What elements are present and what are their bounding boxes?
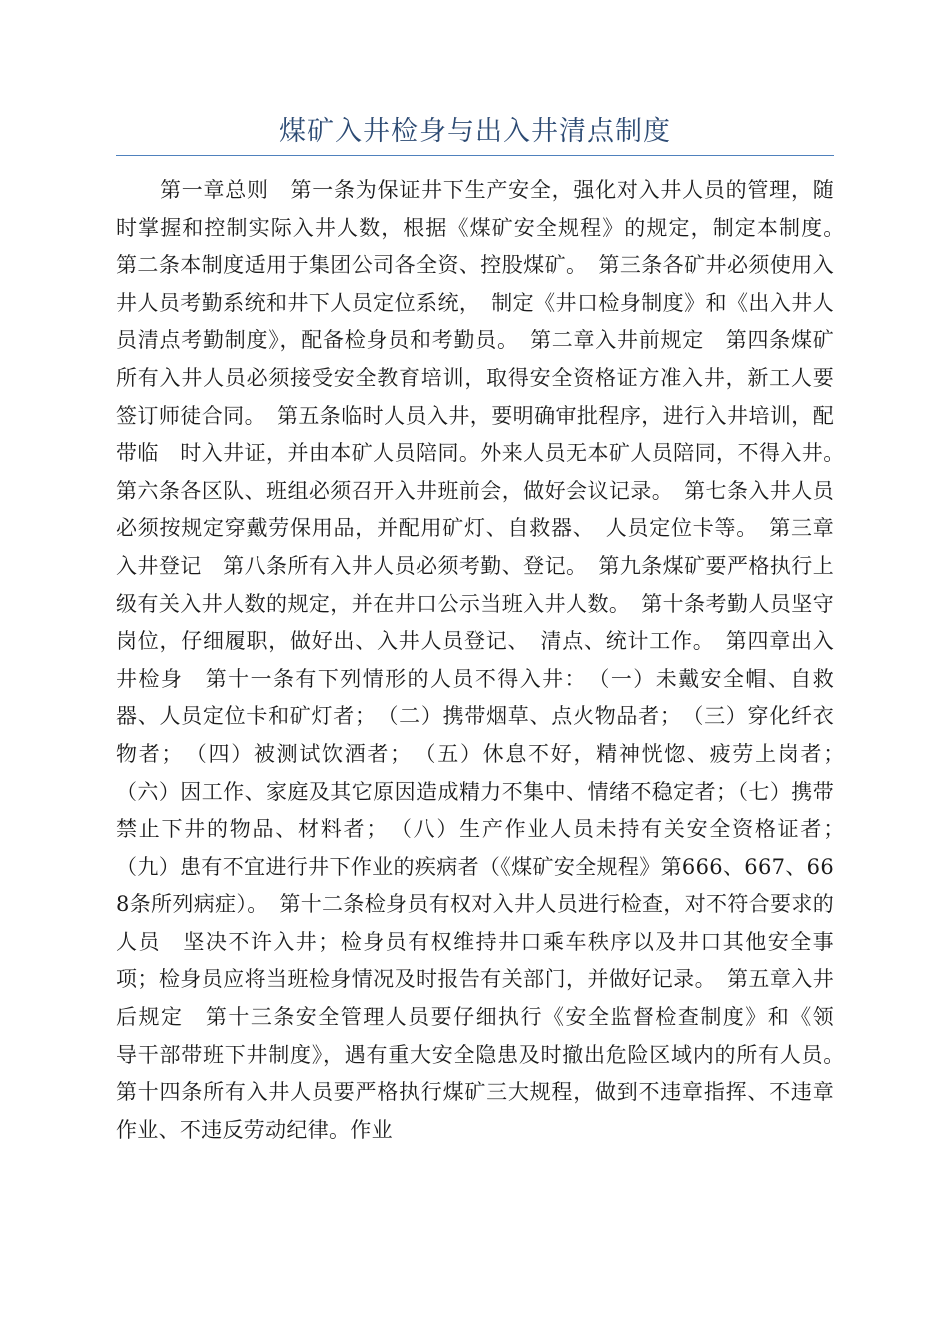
title-underline [116,155,834,156]
document-title: 煤矿入井检身与出入井清点制度 [279,116,671,147]
document-body: 第一章总则 第一条为保证井下生产安全，强化对入井人员的管理，随时掌握和控制实际入井人数，根据《煤矿安全规程》的规定，制定本制度。 第二条本制度适用于集团公司各全资、控股煤矿。 第三条各矿井必须使用入井人员考勤系统和井下人员定位系统， 制定《井口检身制度》和《出入井人员清点考勤制度》，配备检身员和考勤员。 第二章入井前规定 第四条煤矿所有入井人员必须接受安全教育培训，取得安全资格证方准入井，新工人要签订师徒合同。 第五条临时人员入井，要明确审批程序，进行入井培训，配带临 时入井证，并由本矿人员陪同。外来人员无本矿人员陪同，不得入井。 第六条各区队、班组必须召开入井班前会，做好会议记录。 第七条入井人员必须按规定穿戴劳保用品，并配用矿灯、自救器、 人员定位卡等。 第三章入井登记 第八条所有入井人员必须考勤、登记。 第九条煤矿要严格执行上级有关入井人数的规定，并在井口公示当班入井人数。 第十条考勤人员坚守岗位，仔细履职，做好出、入井人员登记、 清点、统计工作。 第四章出入井检身 第十一条有下列情形的人员不得入井： （一）未戴安全帽、自救器、人员定位卡和矿灯者； （二）携带烟草、点火物品者； （三）穿化纤衣物者； （四）被测试饮酒者； （五）休息不好，精神恍惚、疲劳上岗者； （六）因工作、家庭及其它原因造成精力不集中、情绪不稳定者；（七）携带禁止下井的物品、材料者； （八）生产作业人员未持有关安全资格证者； （九）患有不宜进行井下作业的疾病者（《煤矿安全规程》第666、667、668条所列病症）。 第十二条检身员有权对入井人员进行检查，对不符合要求的人员 坚决不许入井；检身员有权维持井口乘车秩序以及井口其他安全事项；检身员应将当班检身情况及时报告有关部门，并做好记录。 第五章入井后规定 第十三条安全管理人员要仔细执行《安全监督检查制度》和《领 导干部带班下井制度》，遇有重大安全隐患及时撤出危险区域内的所有人员。 第十四条所有入井人员要严格执行煤矿三大规程，做到不违章指挥、不违章作业、不违反劳动纪律。作业 [116,178,856,1142]
